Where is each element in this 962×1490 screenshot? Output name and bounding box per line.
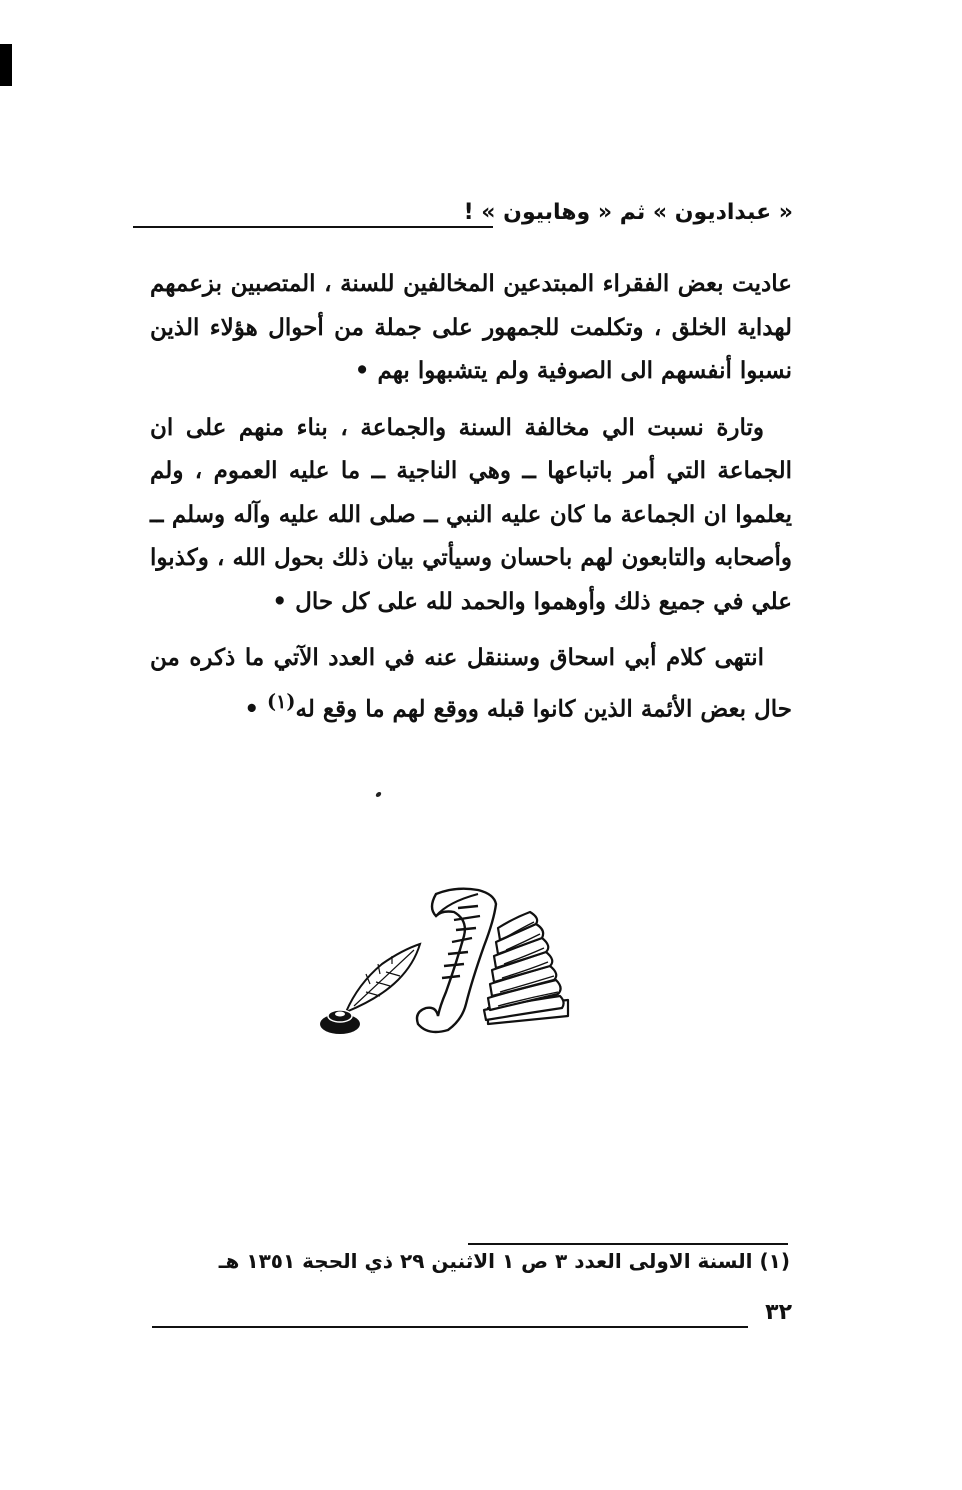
footnote-rule — [468, 1243, 788, 1245]
paragraph-2 — [150, 406, 792, 624]
footnote-reference: (١) — [267, 689, 296, 713]
paragraph-3: انتهى كلام أبي اسحاق وسننقل عنه في العدد الآتي ما ذكره من حال بعض الأئمة الذين كانوا قبله ووقع لهم ما وقع له$^{(١)}$ • — [150, 644, 792, 723]
running-header — [133, 200, 793, 232]
footnote: (١) السنة الاولى العدد ٣ ص ١ الاثنين ٢٩ ذي الحجة ١٣٥١ هـ — [218, 1249, 790, 1273]
footer-rule — [152, 1326, 748, 1328]
paragraph-3-text: انتهى كلام أبي اسحاق وسننقل عنه في العدد الآتي ما ذكره من حال بعض الأئمة الذين كانوا قبله ووقع لهم ما وقع له — [150, 644, 792, 723]
page-footer — [152, 1300, 792, 1340]
page-number: ٣٢ — [765, 1300, 792, 1325]
header-title: « عبداديون » ثم « وهابيون » ! — [463, 200, 793, 225]
scroll-books-quill-illustration — [318, 880, 570, 1040]
paragraph-2-text: وتارة نسبت الي مخالفة السنة والجماعة ، بناء منهم على ان الجماعة التي أمر باتباعها ــ وهي الناجية ــ ما عليه العموم ، ولم يعلموا ان الجماعة ما كان عليه النبي ــ صلى الله عليه وآله وسلم ــ وأصحابه والتابعون لهم باحسان وسيأتي بيان ذلك بحول الله ، وكذبوا علي في جميع ذلك وأوهموا والحمد لله على كل حال • — [150, 413, 792, 615]
paragraph-1: عاديت بعض الفقراء المبتدعين المخالفين للسنة ، المتصبين بزعمهم لهداية الخلق ، وتكلمت للجمهور على جملة من أحوال هؤلاء الذين نسبوا أنفسهم الى الصوفية ولم يتشبهوا بهم • — [150, 270, 792, 384]
header-rule — [133, 226, 493, 228]
print-speck — [375, 792, 382, 797]
main-text — [150, 262, 792, 744]
scan-edge-mark — [0, 44, 12, 86]
